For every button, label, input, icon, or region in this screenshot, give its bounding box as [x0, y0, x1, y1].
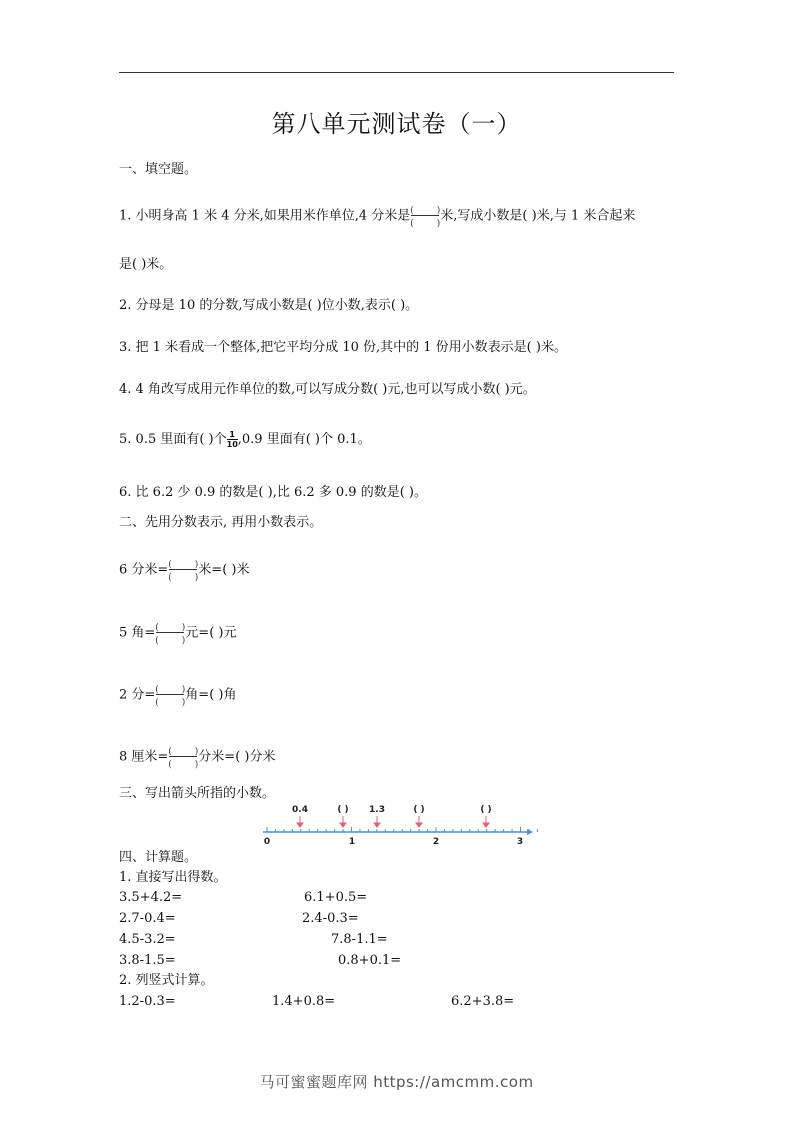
calc-left: 2.7-0.4= — [119, 911, 176, 926]
fraction-blank: ( ) ( ) — [155, 623, 186, 646]
tick-label: 0 — [263, 837, 271, 847]
tick-label: 1 — [348, 837, 356, 847]
calc-right: 0.8+0.1= — [338, 953, 402, 968]
tick-label: 3 — [516, 837, 524, 847]
number-line — [259, 800, 539, 848]
question-1-line-1 — [119, 203, 635, 229]
arrow-label: ( ) — [413, 805, 425, 815]
question-5 — [119, 430, 371, 449]
question-5-text-a: 5. 0.5 里面有( )个 — [119, 432, 227, 447]
question-1-text-a: 1. 小明身高 1 米 4 分米,如果用米作单位,4 分米是 — [119, 208, 411, 224]
calc-right: 2.4-0.3= — [302, 911, 359, 926]
subsection-2: 2. 列竖式计算。 — [119, 973, 214, 988]
arrow-label: ( ) — [337, 805, 349, 815]
section-4-heading: 四、计算题。 — [119, 850, 198, 865]
fraction-denominator: 10 — [226, 440, 238, 449]
conversion-left: 8 厘米= — [119, 749, 169, 765]
fraction-numerator: 1 — [227, 430, 238, 440]
tick-label: 2 — [432, 837, 440, 847]
vertical-calc: 6.2+3.8= — [451, 994, 515, 1009]
top-rule — [119, 72, 674, 73]
calc-left: 4.5-3.2= — [119, 932, 176, 947]
question-4: 4. 4 角改写成用元作单位的数,可以写成分数( )元,也可以写成小数( )元。 — [119, 382, 536, 397]
conversion-row — [119, 620, 236, 646]
conversion-row — [119, 744, 275, 770]
question-3: 3. 把 1 米看成一个整体,把它平均分成 10 份,其中的 1 份用小数表示是( )米。 — [119, 340, 567, 355]
calc-left: 3.8-1.5= — [119, 953, 176, 968]
question-5-text-b: ,0.9 里面有( )个 0.1。 — [237, 432, 371, 447]
section-1-heading: 一、填空题。 — [119, 162, 198, 177]
fraction-blank: ( ) ( ) — [168, 747, 199, 770]
arrow-label: ( ) — [480, 805, 492, 815]
section-2-heading: 二、先用分数表示, 再用小数表示。 — [119, 515, 323, 530]
arrows — [297, 816, 489, 827]
vertical-calc: 1.4+0.8= — [272, 994, 336, 1009]
fraction-blank: ( ) ( ) — [168, 560, 199, 583]
conversion-row — [119, 682, 236, 708]
conversion-row — [119, 557, 249, 583]
arrow-label: 1.3 — [369, 805, 385, 815]
section-3-heading: 三、写出箭头所指的小数。 — [119, 786, 276, 801]
fraction-blank: ( ) ( ) — [155, 685, 186, 708]
conversion-right: 元=( )元 — [185, 625, 237, 641]
subsection-1: 1. 直接写出得数。 — [119, 870, 227, 885]
question-1-line-2: 是( )米。 — [119, 257, 173, 272]
conversion-left: 2 分= — [119, 687, 156, 703]
one-tenth-fraction — [227, 430, 238, 449]
conversion-right: 分米=( )分米 — [198, 749, 276, 765]
calc-left: 3.5+4.2= — [119, 890, 183, 905]
vertical-calc: 1.2-0.3= — [119, 994, 176, 1009]
page-title: 第八单元测试卷（一） — [271, 110, 522, 138]
fraction-blank: ( ) ( ) — [410, 206, 441, 229]
calc-right: 7.8-1.1= — [331, 932, 388, 947]
conversion-left: 5 角= — [119, 625, 156, 641]
question-1-text-b: 米,写成小数是( )米,与 1 米合起来 — [440, 208, 636, 224]
question-6: 6. 比 6.2 少 0.9 的数是( ),比 6.2 多 0.9 的数是( )。 — [119, 485, 427, 500]
axis-arrow-icon — [527, 829, 533, 835]
calc-right: 6.1+0.5= — [304, 890, 368, 905]
question-2: 2. 分母是 10 的分数,写成小数是( )位小数,表示( )。 — [119, 298, 419, 313]
conversion-left: 6 分米= — [119, 562, 169, 578]
conversion-right: 角=( )角 — [185, 687, 237, 703]
arrow-label: 0.4 — [292, 805, 308, 815]
conversion-right: 米=( )米 — [198, 562, 250, 578]
footer-watermark: 马可蜜蜜题库网 https://amcmm.com — [259, 1073, 534, 1091]
